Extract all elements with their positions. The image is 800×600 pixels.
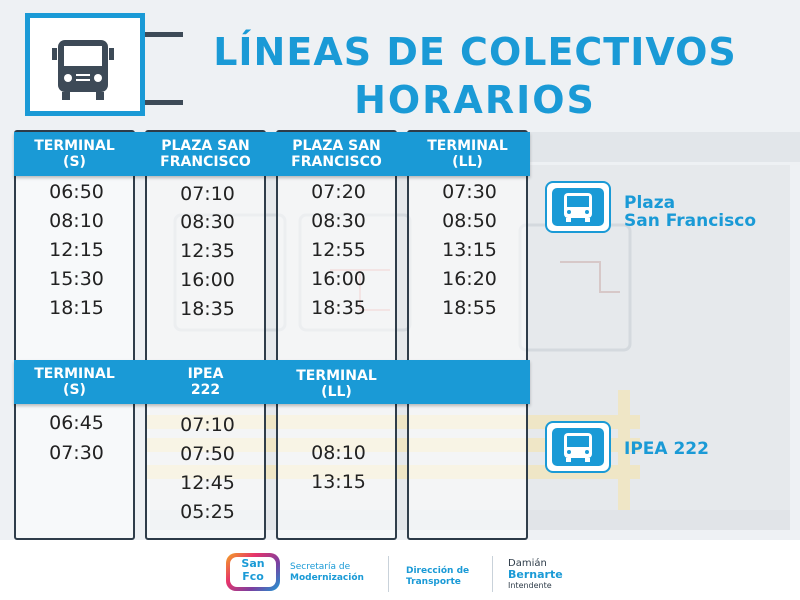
footer-divider <box>388 556 389 592</box>
time-cell: 13:15 <box>311 471 366 493</box>
time-cell: 12:55 <box>311 239 366 261</box>
time-cell: 08:30 <box>180 211 235 233</box>
time-cell: 08:10 <box>311 442 366 464</box>
time-cell: 12:35 <box>180 240 235 262</box>
time-cell: 18:15 <box>49 297 104 319</box>
time-cell: 07:10 <box>180 414 235 436</box>
title-line1: LÍNEAS DE COLECTIVOS <box>213 30 737 74</box>
bus-logo <box>25 13 145 116</box>
time-cell: 08:30 <box>311 210 366 232</box>
time-cell: 08:10 <box>49 210 104 232</box>
time-cell: 18:55 <box>442 297 497 319</box>
bus-icon <box>552 188 604 226</box>
top-header-plaza-1: PLAZA SAN FRANCISCO <box>160 138 251 170</box>
intendente-text: Damián Bernarte Intendente <box>508 558 563 590</box>
time-cell: 16:20 <box>442 268 497 290</box>
bus-icon <box>30 18 140 111</box>
time-cell: 07:50 <box>180 443 235 465</box>
bottom-header-ipea: IPEA 222 <box>187 366 224 398</box>
time-cell: 15:30 <box>49 268 104 290</box>
bus-icon <box>552 428 604 466</box>
bus-sign-ipea <box>545 421 611 473</box>
time-cell: 16:00 <box>180 269 235 291</box>
time-cell: 08:50 <box>442 210 497 232</box>
footer <box>0 540 800 600</box>
time-cell: 12:15 <box>49 239 104 261</box>
time-cell: 06:50 <box>49 181 104 203</box>
top-header-terminal-s: TERMINAL (S) <box>34 138 115 170</box>
time-cell: 07:30 <box>442 181 497 203</box>
title-line2: HORARIOS <box>354 78 596 122</box>
sanfco-logo: San Fco <box>226 553 280 591</box>
time-cell: 07:20 <box>311 181 366 203</box>
bottom-header-terminal-s: TERMINAL (S) <box>34 366 115 398</box>
top-header-terminal-ll: TERMINAL (LL) <box>427 138 508 170</box>
bus-sign-plaza <box>545 181 611 233</box>
route-label-plaza: Plaza San Francisco <box>624 193 756 231</box>
bottom-header-terminal-ll: TERMINAL (LL) <box>296 368 377 400</box>
time-cell: 18:35 <box>311 297 366 319</box>
top-header-plaza-2: PLAZA SAN FRANCISCO <box>291 138 382 170</box>
time-cell: 16:00 <box>311 268 366 290</box>
time-cell: 05:25 <box>180 501 235 523</box>
time-cell: 07:30 <box>49 442 104 464</box>
time-cell: 13:15 <box>442 239 497 261</box>
secretaria-text: Secretaría de Modernización <box>290 562 364 583</box>
time-cell: 12:45 <box>180 472 235 494</box>
time-cell: 06:45 <box>49 412 104 434</box>
time-cell: 18:35 <box>180 298 235 320</box>
footer-divider <box>492 556 493 592</box>
route-label-ipea: IPEA 222 <box>624 439 709 459</box>
time-cell: 07:10 <box>180 183 235 205</box>
direccion-text: Dirección de Transporte <box>406 566 470 587</box>
